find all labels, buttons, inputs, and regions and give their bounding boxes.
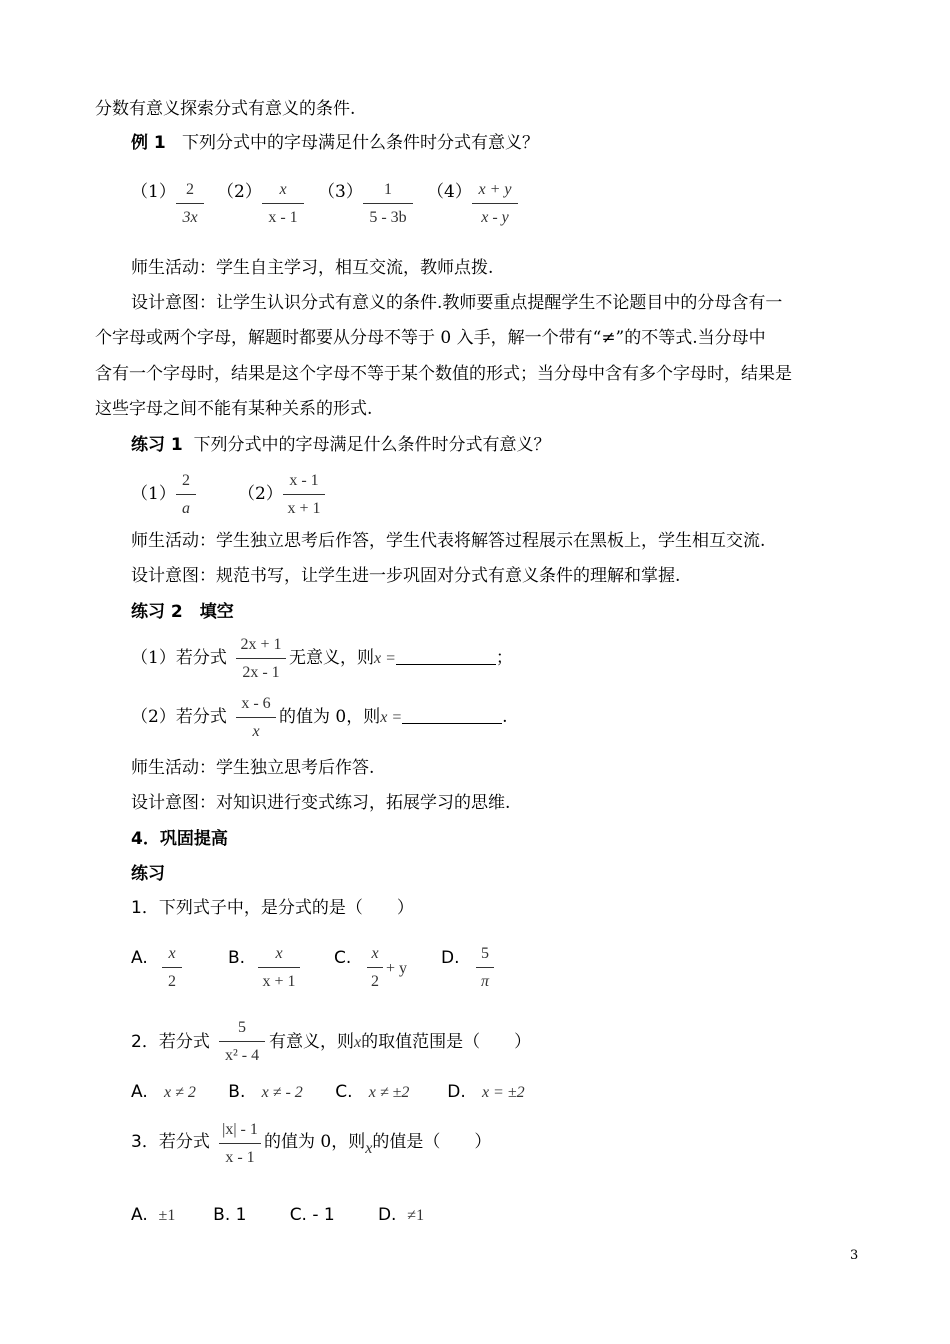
p2-q2-fraction: $\frac{x - 6}{x}$ <box>236 694 276 742</box>
q3-option-d: ≠1 <box>407 1207 425 1224</box>
q2-option-a: x ≠ 2 <box>163 1084 196 1101</box>
q1-stem: 1．下列式子中，是分式的是（ ） <box>131 898 414 918</box>
ex1-fraction-3: $\frac{1}{5 - 3b}$ <box>363 180 413 228</box>
page-number: 3 <box>850 1248 859 1263</box>
q1-option-d-fraction: $\frac{5}{\pi}$ <box>476 944 494 992</box>
practice-1-question: 下列分式中的字母满足什么条件时分式有意义？ <box>193 435 551 455</box>
q1-option-b-fraction: $\frac{x}{x + 1}$ <box>258 944 300 992</box>
ex1-idx-2: （2） <box>217 182 262 202</box>
q3-option-b: B. 1 <box>213 1205 247 1225</box>
ex1-fraction-2: $\frac{x}{x - 1}$ <box>262 180 304 228</box>
q1-option-b-label: B. <box>228 948 246 968</box>
ex1-design-line-4: 这些字母之间不能有某种关系的形式. <box>95 399 373 419</box>
p2-design: 设计意图：对知识进行变式练习，拓展学习的思维. <box>131 793 511 813</box>
p2-q1-answer-line: 无意义，则x = ； <box>289 648 513 668</box>
q3-prefix: 3．若分式 <box>131 1132 210 1152</box>
example-1-label: 例 1 <box>131 133 166 153</box>
q3-option-c: C. - 1 <box>289 1205 335 1225</box>
section-4-heading: 4．巩固提高 <box>131 829 228 849</box>
q1-option-c-label: C. <box>334 948 352 968</box>
ex1-design-line-1: 设计意图：让学生认识分式有意义的条件.教师要重点提醒学生不论题目中的分母含有一 <box>131 293 783 313</box>
p2-q2-blank[interactable] <box>402 705 502 724</box>
q3-options: A. ±1 B. 1 C. - 1 D. ≠1 <box>131 1205 425 1225</box>
p1-idx-2: （2） <box>238 484 283 504</box>
q1-option-d-label: D. <box>441 948 460 968</box>
q1-option-c-fraction: $\frac{x}{2}$ <box>367 944 383 992</box>
ex1-activity: 师生活动：学生自主学习，相互交流，教师点拨. <box>131 258 494 278</box>
p2-q2-answer-line: 的值为 0，则x = . <box>279 707 508 727</box>
q2-fraction: $\frac{5}{\text{x² - 4}}$ <box>219 1018 265 1066</box>
q1-option-a-label: A. <box>131 948 148 968</box>
ex1-idx-3: （3） <box>318 182 363 202</box>
p2-q1-fraction: $\frac{2x + 1}{2x - 1}$ <box>236 635 286 683</box>
q2-option-b: x ≠ - 2 <box>261 1084 303 1101</box>
p2-q2-prefix: （2）若分式 <box>131 707 227 727</box>
practice-1-label: 练习 1 <box>131 435 183 455</box>
p1-activity: 师生活动：学生独立思考后作答，学生代表将解答过程展示在黑板上，学生相互交流. <box>131 531 766 551</box>
q2-prefix: 2．若分式 <box>131 1032 210 1052</box>
p2-q1-prefix: （1）若分式 <box>131 648 227 668</box>
q2-option-c: x ≠ ±2 <box>368 1084 410 1101</box>
q3-fraction: $\frac{|x| - 1}{x - 1}$ <box>219 1120 261 1168</box>
p1-idx-1: （1） <box>131 484 176 504</box>
ex1-design-line-3: 含有一个字母时，结果是这个字母不等于某个数值的形式；当分母中含有多个字母时，结果是 <box>95 364 792 384</box>
p2-activity: 师生活动：学生独立思考后作答. <box>131 758 375 778</box>
practice-2-heading: 练习 2 填空 <box>131 602 234 622</box>
section-4-subheading: 练习 <box>131 864 165 884</box>
q2-option-d: x = ±2 <box>481 1084 525 1101</box>
q1-option-c-tail: + y <box>386 960 408 977</box>
p1-design: 设计意图：规范书写，让学生进一步巩固对分式有意义条件的理解和掌握. <box>131 566 681 586</box>
q1-option-a-fraction: $\frac{x}{2}$ <box>162 944 182 992</box>
ex1-fraction-1: $\frac{2}{3x}$ <box>176 180 204 228</box>
practice-1-heading <box>131 433 551 457</box>
q3-rest: 的值为 0，则x的值是（ ） <box>264 1132 492 1157</box>
q3-option-a: ±1 <box>158 1207 176 1224</box>
p1-fraction-2: $\frac{x - 1}{x + 1}$ <box>283 471 325 519</box>
ex1-idx-4: （4） <box>427 182 472 202</box>
ex1-design-line-2: 个字母或两个字母，解题时都要从分母不等于 0 入手，解一个带有“≠”的不等式.当分母中 <box>95 328 766 348</box>
intro-text: 分数有意义探索分式有意义的条件. <box>95 99 356 119</box>
q2-options: A. x ≠ 2 B. x ≠ - 2 C. x ≠ ±2 D. x = ±2 <box>131 1082 525 1102</box>
ex1-idx-1: （1） <box>131 182 176 202</box>
p2-q1-blank[interactable] <box>396 646 496 665</box>
q2-rest: 有意义，则x的取值范围是（ ） <box>269 1032 532 1052</box>
ex1-fraction-4: $\frac{x + y}{x - y}$ <box>472 180 518 228</box>
p1-fraction-1: $\frac{2}{a}$ <box>176 471 196 519</box>
example-1-question: 下列分式中的字母满足什么条件时分式有意义？ <box>181 133 539 153</box>
example-1-heading <box>131 131 539 155</box>
